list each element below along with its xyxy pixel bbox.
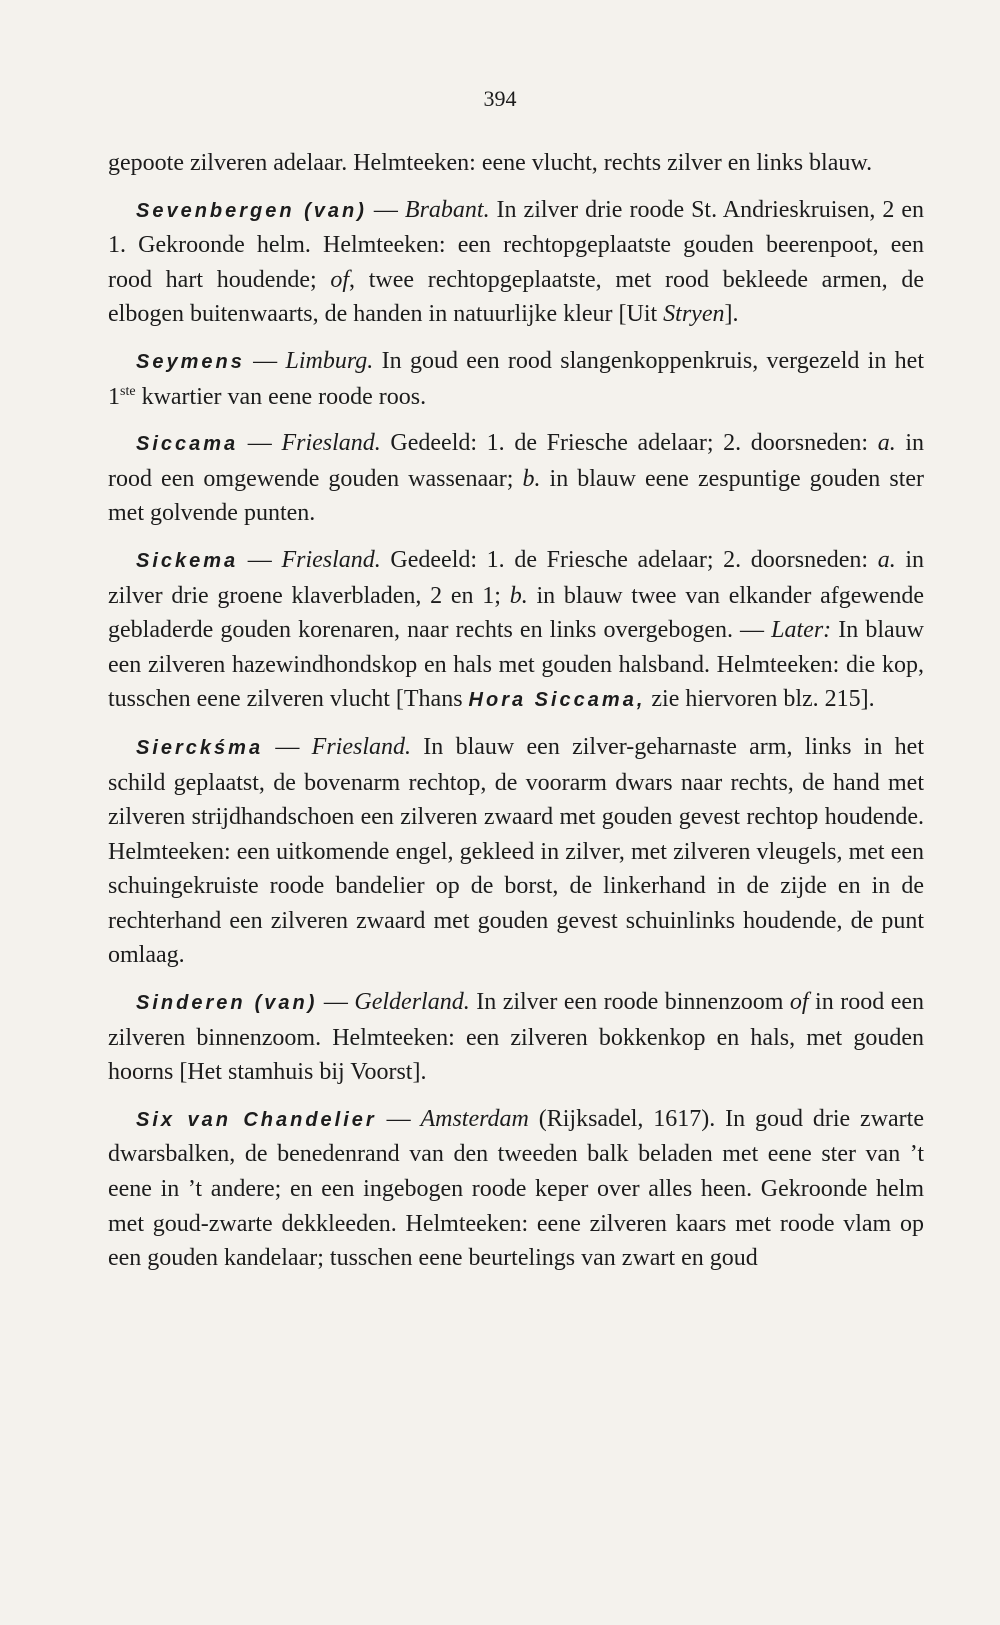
family-name: Siccama bbox=[136, 433, 239, 456]
entry-seymens: Seymens — Limburg. In goud een rood slangenkoppenkruis, vergezeld in het 1ste kwartier van eene roode roos. bbox=[108, 347, 924, 410]
family-name: Sinderen (van) bbox=[136, 992, 318, 1015]
region: Limburg. bbox=[285, 347, 374, 374]
page-number: 394 bbox=[483, 86, 517, 111]
region: Brabant. bbox=[404, 196, 490, 223]
entry-sinderen: Sinderen (van) — Gelderland. In zilver een roode binnenzoom of in rood een zilveren binnenzoom. Helmteeken: een zilveren bokkenkop en hals, met gouden hoorns [Het stamhuis bij Voorst]. bbox=[108, 989, 925, 1086]
region: Friesland. bbox=[281, 546, 381, 573]
region: Friesland. bbox=[311, 733, 411, 760]
page-text bbox=[108, 146, 924, 1288]
region: Friesland. bbox=[281, 430, 381, 457]
family-name: Seymens bbox=[136, 350, 245, 373]
family-name: Six van Chandelier bbox=[136, 1108, 377, 1131]
family-name: Sickema bbox=[136, 549, 239, 572]
entry-siccama: Siccama — Friesland. Gedeeld: 1. de Friesche adelaar; 2. doorsneden: a. in rood een omgewende gouden wassenaar; b. in blauw eene zespuntige gouden ster met golvende punten. bbox=[108, 430, 925, 527]
cross-reference: Hora Siccama, bbox=[468, 689, 646, 712]
family-name: Sierckśma bbox=[136, 736, 264, 759]
entry-sierckema: Sierckśma — Friesland. In blauw een zilver-geharnaste arm, links in het schild geplaatst, de bovenarm rechtop, de voorarm dwars naar rechts, de hand met zilveren strijdhandschoen een zilveren zwaard met gouden gevest rechtop houdende. Helmteeken: een uitkomende engel, gekleed in zilver, met zilveren vleugels, met een schuingekruiste roode bandelier op de borst, de linkerhand in de zijde en in de rechterhand een zilveren zwaard met gouden gevest schuinlinks houdende, de punt omlaag. bbox=[108, 733, 925, 969]
family-name: Sevenbergen (van) bbox=[136, 199, 367, 222]
entry-sevenbergen: Sevenbergen (van) — Brabant. In zilver drie roode St. Andrieskruisen, 2 en 1. Gekroonde helm. Helmteeken: een rechtopgeplaatste gouden beerenpoot, een rood hart houdende; of, twee rechtopgeplaatste, met rood bekleede armen, de elbogen buitenwaarts, de handen in natuurlijke kleur [Uit Stryen]. bbox=[108, 196, 925, 328]
entry-sickema: Sickema — Friesland. Gedeeld: 1. de Friesche adelaar; 2. doorsneden: a. in zilver drie groene klaverbladen, 2 en 1; b. in blauw twee van elkander afgewende gebladerde gouden korenaren, naar rechts en links overgebogen. — Later: In blauw een zilveren hazewindhondskop en hals met gouden halsband. Helmteeken: die kop, tusschen eene zilveren vlucht [Thans Hora Siccama, zie hiervoren blz. 215]. bbox=[108, 546, 925, 713]
entry-text: gepoote zilveren adelaar. Helmteeken: eene vlucht, rechts zilver en links blauw. bbox=[108, 150, 873, 176]
region: Gelderland. bbox=[354, 989, 470, 1016]
region: Amsterdam bbox=[420, 1105, 529, 1132]
entry-continuation bbox=[108, 146, 924, 181]
entry-six-van-chandelier: Six van Chandelier — Amsterdam (Rijksadel, 1617). In goud drie zwarte dwarsbalken, de benedenrand van den tweeden balk beladen met eene ster van ’t eene in ’t andere; en een ingebogen roode keper over alles heen. Gekroonde helm met goud-zwarte dekkleeden. Helmteeken: eene zilveren kaars met roode vlam op een gouden kandelaar; tusschen eene beurtelings van zwart en goud bbox=[108, 1105, 924, 1272]
source-reference: Stryen bbox=[663, 301, 725, 328]
